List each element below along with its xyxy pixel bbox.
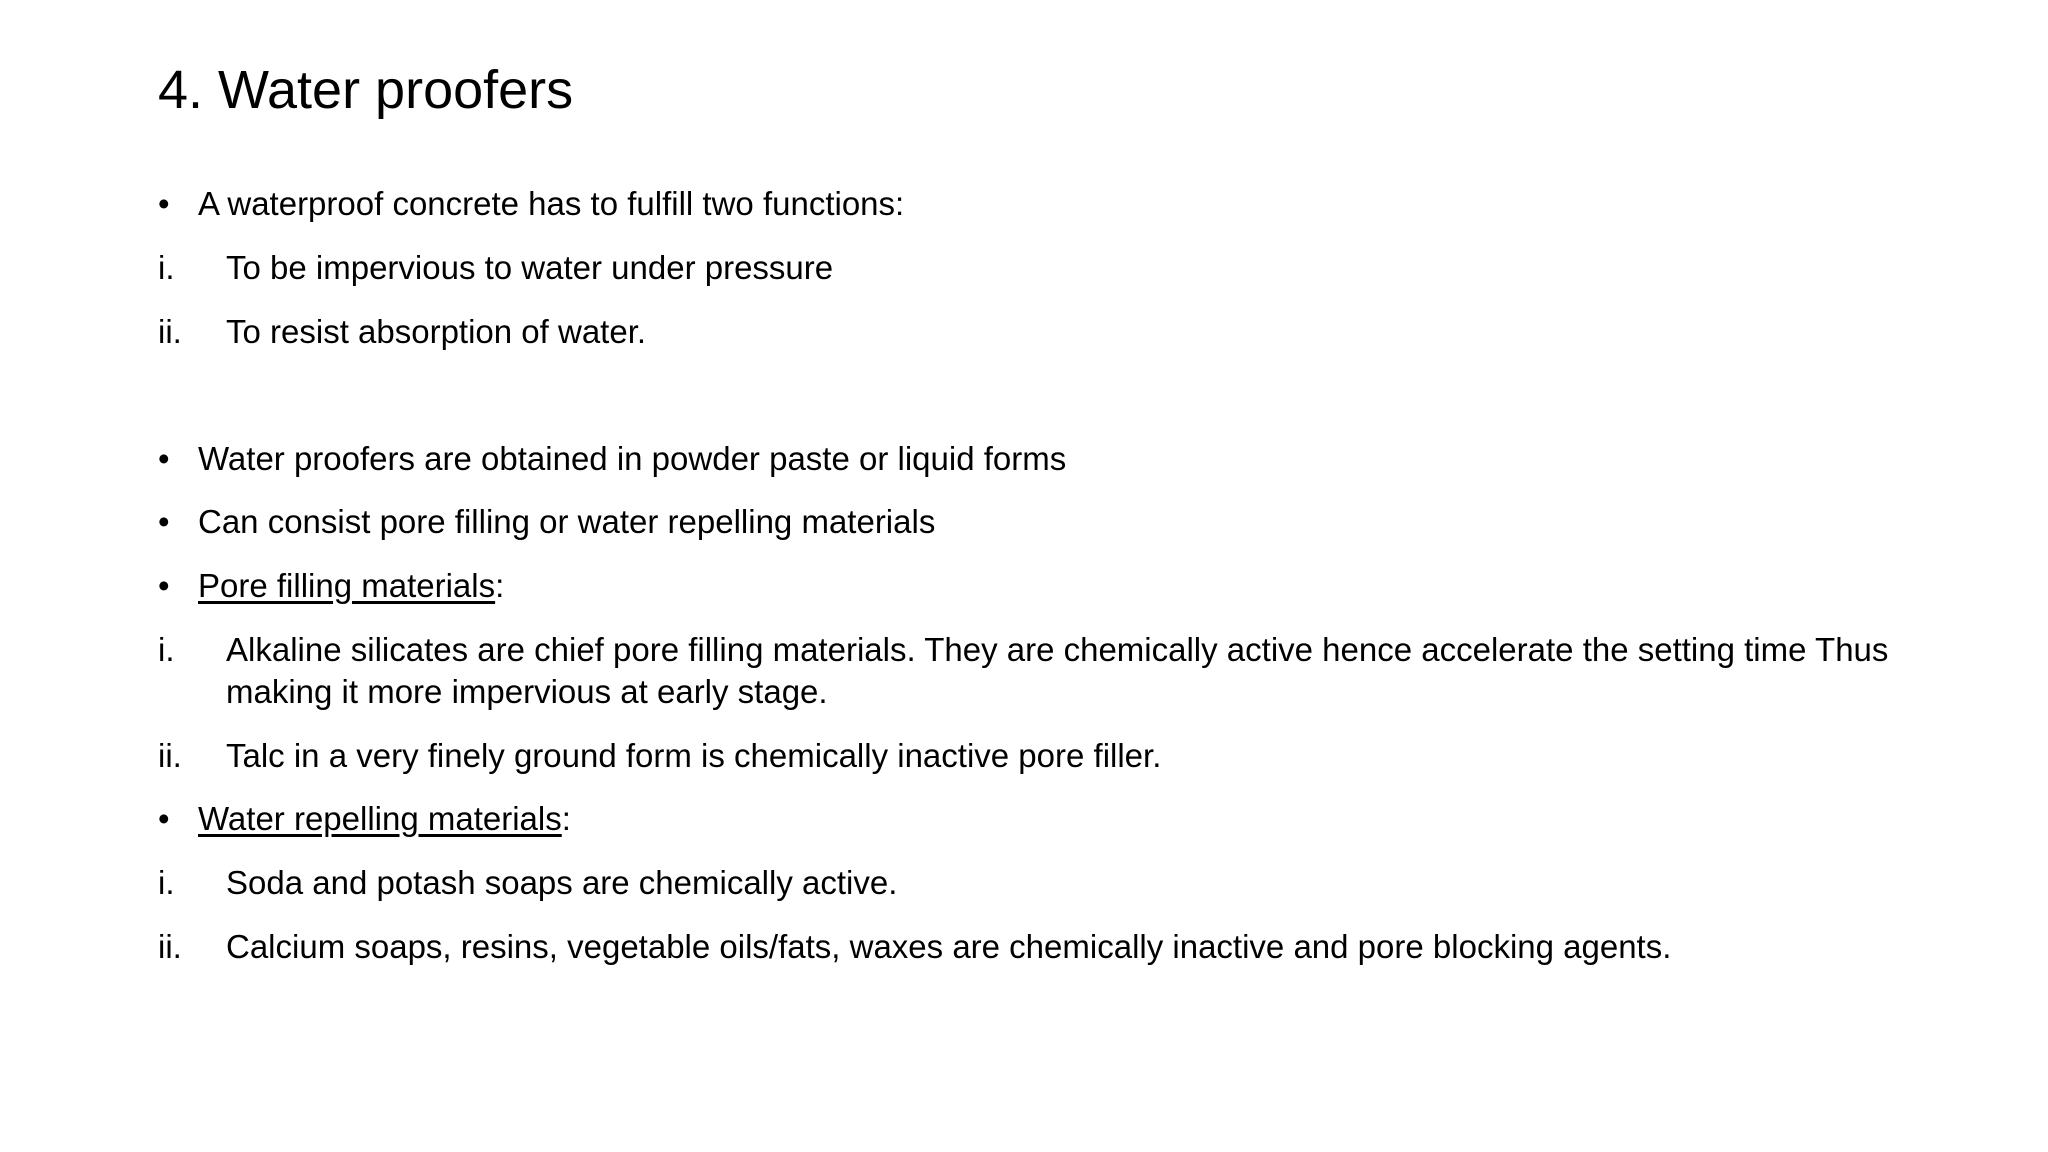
bullet-item-consist [158,501,1948,543]
numbered-marker: ii. [158,737,182,774]
numbered-item-absorption [158,311,1948,353]
slide-title: 4. Water proofers [158,60,574,120]
numbered-text: Soda and potash soaps are chemically active. [226,864,898,901]
numbered-text: Calcium soaps, resins, vegetable oils/fats, waxes are chemically inactive and pore blocking agents. [226,928,1672,965]
numbered-item-talc [158,735,1948,777]
numbered-text: To resist absorption of water. [226,313,647,350]
subheading-suffix: : [561,800,571,837]
bullet-text: Water proofers are obtained in powder paste or liquid forms [198,440,1067,477]
numbered-item-alkaline-silicates [158,629,1948,713]
subheading-suffix: : [495,567,505,604]
numbered-item-calcium-soaps [158,926,1948,968]
numbered-text: Alkaline silicates are chief pore filling materials. They are chemically active hence accelerate the setting time Thus making it more impervious at early stage. [226,631,1889,710]
bullet-marker: • [158,567,170,604]
numbered-marker: ii. [158,928,182,965]
bullet-item-pore-filling-heading [158,565,1948,607]
numbered-item-impervious [158,247,1948,289]
numbered-marker: i. [158,864,175,901]
numbered-marker: i. [158,249,175,286]
bullet-marker: • [158,800,170,837]
numbered-text: Talc in a very finely ground form is chemically inactive pore filler. [226,737,1162,774]
subheading-water-repelling: Water repelling materials [198,800,562,837]
bullet-text [198,798,1948,840]
bullet-text [198,565,1948,607]
numbered-item-soda-potash [158,862,1948,904]
bullet-item-functions [158,183,1948,225]
numbered-marker: ii. [158,313,182,350]
bullet-marker: • [158,440,170,477]
bullet-marker: • [158,185,170,222]
numbered-marker: i. [158,631,175,668]
bullet-text: A waterproof concrete has to fulfill two functions: [198,185,905,222]
bullet-marker: • [158,503,170,540]
bullet-item-forms [158,438,1948,480]
bullet-text: Can consist pore filling or water repelling materials [198,503,936,540]
bullet-item-water-repelling-heading [158,798,1948,840]
numbered-text: To be impervious to water under pressure [226,249,834,286]
subheading-pore-filling: Pore filling materials [198,567,496,604]
